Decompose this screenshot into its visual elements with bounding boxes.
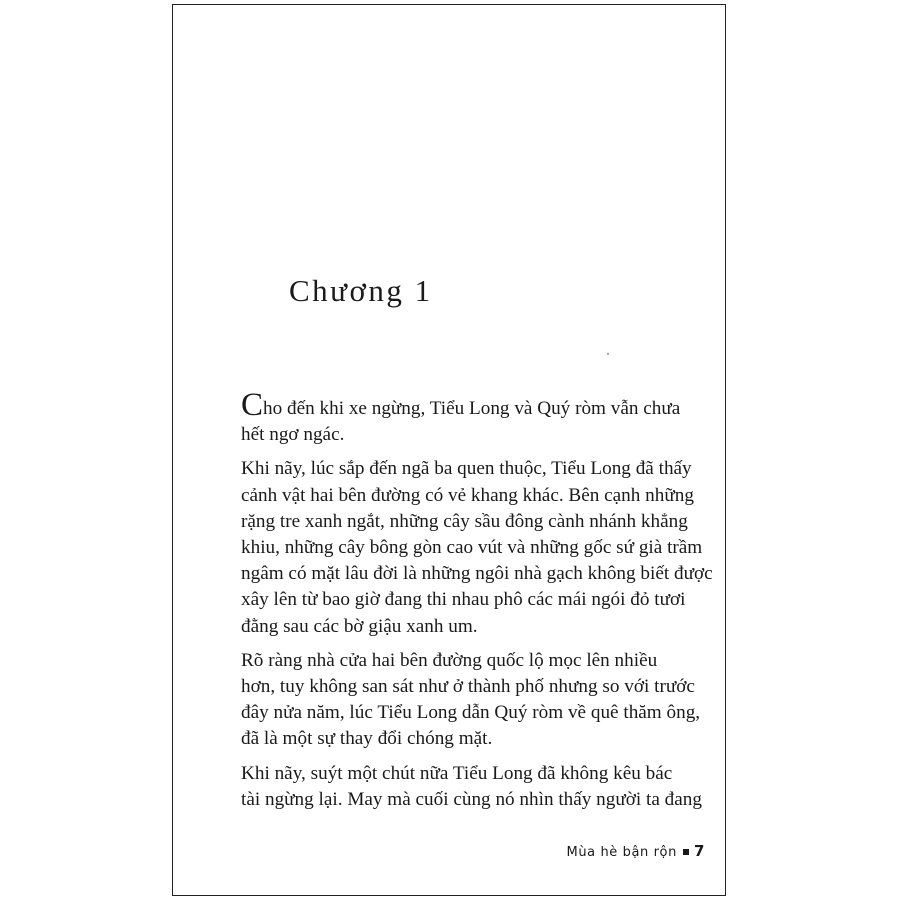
- chapter-title: Chương 1: [289, 273, 433, 308]
- text-line: Khi nãy, lúc sắp đến ngã ba quen thuộc, Tiểu Long đã thấy: [241, 458, 692, 480]
- text-line: Rõ ràng nhà cửa hai bên đường quốc lộ mọc lên nhiều: [241, 649, 658, 671]
- running-footer: [567, 842, 706, 860]
- text-line: đây nửa năm, lúc Tiểu Long dẫn Quý ròm về quê thăm ông,: [241, 702, 701, 724]
- text-line: hơn, tuy không san sát như ở thành phố nhưng so với trước: [241, 676, 695, 698]
- body-text: [239, 387, 713, 821]
- text-line: tài ngừng lại. May mà cuối cùng nó nhìn thấy người ta đang: [241, 788, 702, 810]
- text-line: hết ngơ ngác.: [241, 424, 345, 446]
- text-line: xây lên từ bao giờ đang thi nhau phô các mái ngói đỏ tươi: [241, 589, 686, 611]
- text-line: rặng tre xanh ngắt, những cây sầu đông cành nhánh khẳng: [241, 510, 688, 532]
- text-line-content: ho đến khi xe ngừng, Tiểu Long và Quý ròm vẫn chưa: [263, 398, 681, 419]
- drop-cap: C: [241, 387, 264, 423]
- square-bullet-icon: [683, 849, 689, 855]
- text-line: đằng sau các bờ giậu xanh um.: [241, 615, 478, 637]
- text-line: [239, 387, 681, 423]
- text-line: đã là một sự thay đổi chóng mặt.: [241, 728, 493, 750]
- page-number: 7: [693, 842, 705, 860]
- text-line: Khi nãy, suýt một chút nữa Tiểu Long đã không kêu bác: [241, 762, 673, 784]
- paragraph-4: [239, 761, 702, 813]
- paragraph-2: [239, 456, 713, 639]
- paragraph-3: [239, 648, 701, 753]
- book-page: [172, 4, 726, 896]
- text-line: khiu, những cây bông gòn cao vút và những gốc sứ già trầm: [241, 537, 703, 559]
- footer-book-title: Mùa hè bận rộn: [566, 845, 677, 860]
- text-line: ngâm có mặt lâu đời là những ngôi nhà gạch không biết được: [241, 563, 713, 585]
- text-line: cảnh vật hai bên đường có vẻ khang khác. Bên cạnh những: [241, 484, 694, 506]
- paragraph-1: [239, 387, 681, 448]
- print-speck: [607, 353, 609, 355]
